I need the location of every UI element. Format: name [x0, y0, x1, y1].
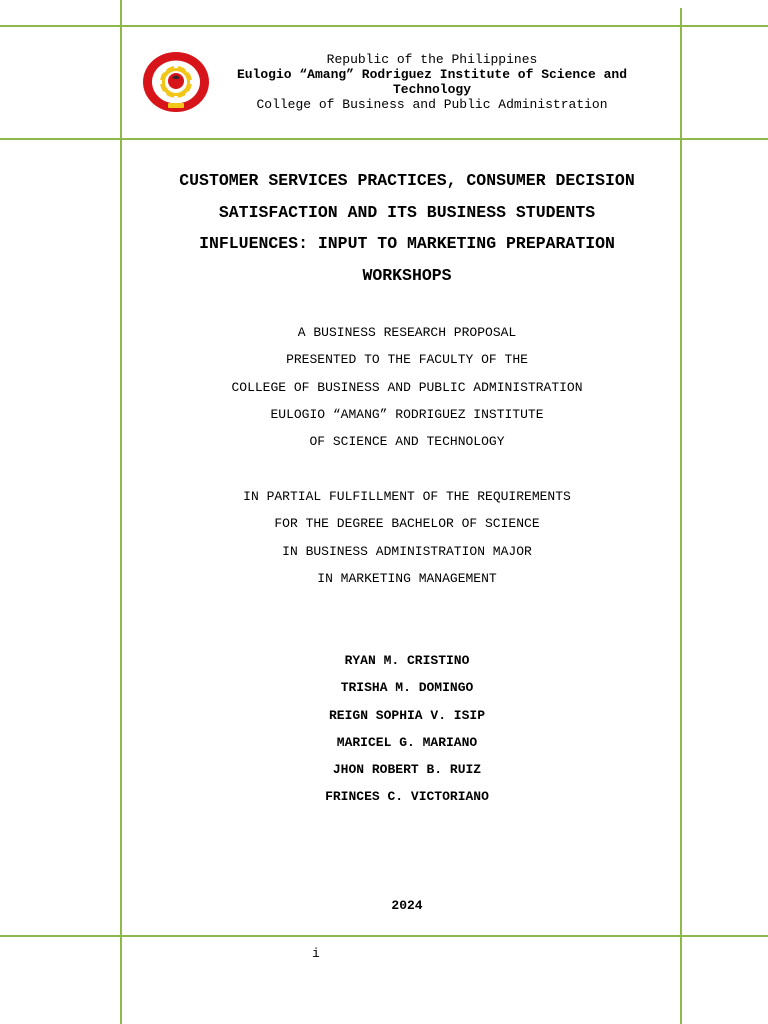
- border-line-right: [680, 8, 682, 1024]
- author-list: [140, 647, 674, 811]
- title-line: WORKSHOPS: [362, 265, 452, 285]
- institution-seal: [142, 51, 210, 113]
- proposal-line: PRESENTED TO THE FACULTY OF THE: [286, 352, 528, 368]
- author-name: REIGN SOPHIA V. ISIP: [328, 707, 486, 723]
- fulfillment-line: FOR THE DEGREE BACHELOR OF SCIENCE: [274, 516, 540, 532]
- page-number: i: [312, 946, 320, 961]
- border-line-left: [120, 0, 122, 1024]
- proposal-line: EULOGIO “AMANG” RODRIGUEZ INSTITUTE: [270, 406, 544, 422]
- thesis-title: [140, 165, 674, 291]
- author-name: TRISHA M. DOMINGO: [340, 680, 474, 696]
- title-line: SATISFACTION AND ITS BUSINESS STUDENTS: [218, 202, 596, 222]
- document-header: [120, 26, 682, 138]
- title-line: INFLUENCES: INPUT TO MARKETING PREPARATION: [199, 234, 615, 253]
- title-line: CUSTOMER SERVICES PRACTICES, CONSUMER DECISION: [179, 171, 635, 190]
- border-line-bottom: [0, 935, 768, 937]
- header-text: [212, 52, 652, 112]
- fulfillment-statement: [140, 483, 674, 592]
- fulfillment-line: IN BUSINESS ADMINISTRATION MAJOR: [282, 543, 532, 559]
- fulfillment-line: IN MARKETING MANAGEMENT: [317, 570, 497, 586]
- author-name: FRINCES C. VICTORIANO: [325, 789, 489, 805]
- publication-year: 2024: [391, 898, 423, 913]
- header-institution: Eulogio “Amang” Rodriguez Institute of Science and Technology: [236, 67, 628, 97]
- fulfillment-line: IN PARTIAL FULFILLMENT OF THE REQUIREMENTS: [243, 489, 571, 504]
- header-college: College of Business and Public Administration: [256, 97, 608, 112]
- proposal-line: OF SCIENCE AND TECHNOLOGY: [309, 434, 505, 450]
- proposal-line: A BUSINESS RESEARCH PROPOSAL: [297, 325, 517, 340]
- header-republic: Republic of the Philippines: [326, 52, 538, 67]
- proposal-statement: [140, 319, 674, 455]
- proposal-line: COLLEGE OF BUSINESS AND PUBLIC ADMINISTRATION: [231, 379, 583, 395]
- author-name: RYAN M. CRISTINO: [344, 653, 470, 668]
- author-name: MARICEL G. MARIANO: [336, 734, 478, 750]
- author-name: JHON ROBERT B. RUIZ: [332, 762, 482, 778]
- border-line-header-bottom: [0, 138, 768, 140]
